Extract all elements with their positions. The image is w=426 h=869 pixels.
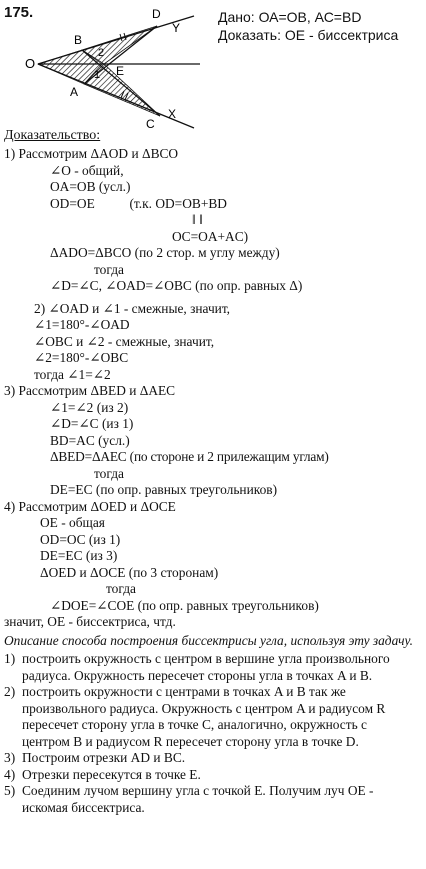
step1-line: ΔADO=ΔBCO (по 2 стор. м углу между) xyxy=(50,245,280,260)
construction-description: Описание способа построения биссектрисы угла, используя эту задачу. xyxy=(4,632,413,648)
step1-line xyxy=(0,196,426,213)
label-angle-2: 2 xyxy=(98,47,105,59)
prove-line: Доказать: ОЕ - биссектриса xyxy=(218,27,399,43)
conclusion: значит, OE - биссектриса, чтд. xyxy=(4,614,176,629)
step4-line: DE=EC (из 3) xyxy=(40,548,118,563)
step1-header: 1) Рассмотрим ΔAOD и ΔBCO xyxy=(4,146,179,161)
step3-line: DE=EC (по опр. равных треугольников) xyxy=(50,482,278,497)
proof-title: Доказательство: xyxy=(4,128,101,143)
geometry-figure xyxy=(22,6,200,132)
step4-line: ∠DOE=∠COE (по опр. равных треугольников) xyxy=(50,597,319,613)
step1-od-oe: OD=OE xyxy=(50,195,95,211)
step4-header: 4) Рассмотрим ΔOED и ΔOCE xyxy=(4,498,176,514)
list-item-number: 2) xyxy=(4,684,16,699)
label-d: D xyxy=(152,7,161,21)
list-item-text: построить окружность с центром в вершине угла произвольного радиуса. Окружность пересечет стороны угла в точках A и B. xyxy=(22,651,390,683)
construction-steps xyxy=(0,651,426,816)
step3-line: ∠D=∠C (из 1) xyxy=(50,416,134,431)
given-block xyxy=(218,8,398,44)
given-line: Дано: ОА=ОВ, АС=BD xyxy=(218,9,362,25)
step4-line: тогда xyxy=(106,581,136,596)
label-o: O xyxy=(25,56,36,71)
step3-line: BD=AC (усл.) xyxy=(50,432,130,448)
list-item-number: 3) xyxy=(4,750,16,765)
label-b: B xyxy=(74,33,83,47)
label-a: A xyxy=(70,85,79,99)
list-item-text: Построим отрезки AD и BC. xyxy=(22,750,186,765)
label-y: Y xyxy=(172,21,181,35)
problem-number: 175. xyxy=(4,4,34,21)
step1-line: ∠O - общий, xyxy=(50,162,124,178)
step1-line: тогда xyxy=(94,261,124,277)
list-item-number: 1) xyxy=(4,651,16,666)
step2-line: ∠OBC и ∠2 - смежные, значит, xyxy=(34,333,215,349)
list-item xyxy=(4,750,426,767)
step3-line: ∠1=∠2 (из 2) xyxy=(50,399,129,415)
step1-equal-marks: ‖ ‖ xyxy=(192,212,203,227)
list-item xyxy=(4,651,426,684)
label-x: X xyxy=(168,107,177,121)
label-angle-1: 1 xyxy=(94,69,101,81)
step1-line: ∠D=∠C, ∠OAD=∠OBC (по опр. равных Δ) xyxy=(50,278,303,293)
step1-line: OC=OA+AC) xyxy=(172,228,249,244)
list-item xyxy=(4,767,426,784)
list-item-text: Отрезки пересекутся в точке E. xyxy=(22,766,201,782)
step3-header: 3) Рассмотрим ΔBED и ΔAEC xyxy=(4,383,176,398)
list-item-number: 5) xyxy=(4,783,16,798)
label-e: E xyxy=(116,64,125,78)
step1-line: OA=OB (усл.) xyxy=(50,179,131,194)
step4-line: ΔOED и ΔOCE (по 3 сторонам) xyxy=(40,564,219,580)
step2-line: ∠1=180°-∠OAD xyxy=(34,317,130,332)
list-item-number: 4) xyxy=(4,766,16,782)
step3-line: тогда xyxy=(94,465,124,481)
list-item-text: Соединим лучом вершину угла с точкой E. Получим луч OE - искомая биссектриса. xyxy=(22,783,374,815)
step2-header: 2) ∠OAD и ∠1 - смежные, значит, xyxy=(34,300,231,316)
step4-line: OD=OC (из 1) xyxy=(40,531,121,547)
step2-line: тогда ∠1=∠2 xyxy=(34,366,111,382)
proof-body xyxy=(0,146,426,816)
list-item xyxy=(4,684,426,750)
list-item-text: построить окружности с центрами в точках A и B так же произвольного радиуса. Окружность с центром A и радиусом R пересечет сторону угла в точке C, аналогично, окружность с центром B и радиусом R пересечет сторону угла в точке D. xyxy=(22,684,386,749)
step1-reason: (т.к. OD=OB+BD xyxy=(129,195,227,211)
list-item xyxy=(4,783,426,816)
step2-line: ∠2=180°-∠OBC xyxy=(34,350,129,365)
step3-line: ΔBED=ΔAEC (по стороне и 2 прилежащим углам) xyxy=(50,449,329,464)
step4-line: OE - общая xyxy=(40,515,105,530)
label-c: C xyxy=(146,117,155,131)
